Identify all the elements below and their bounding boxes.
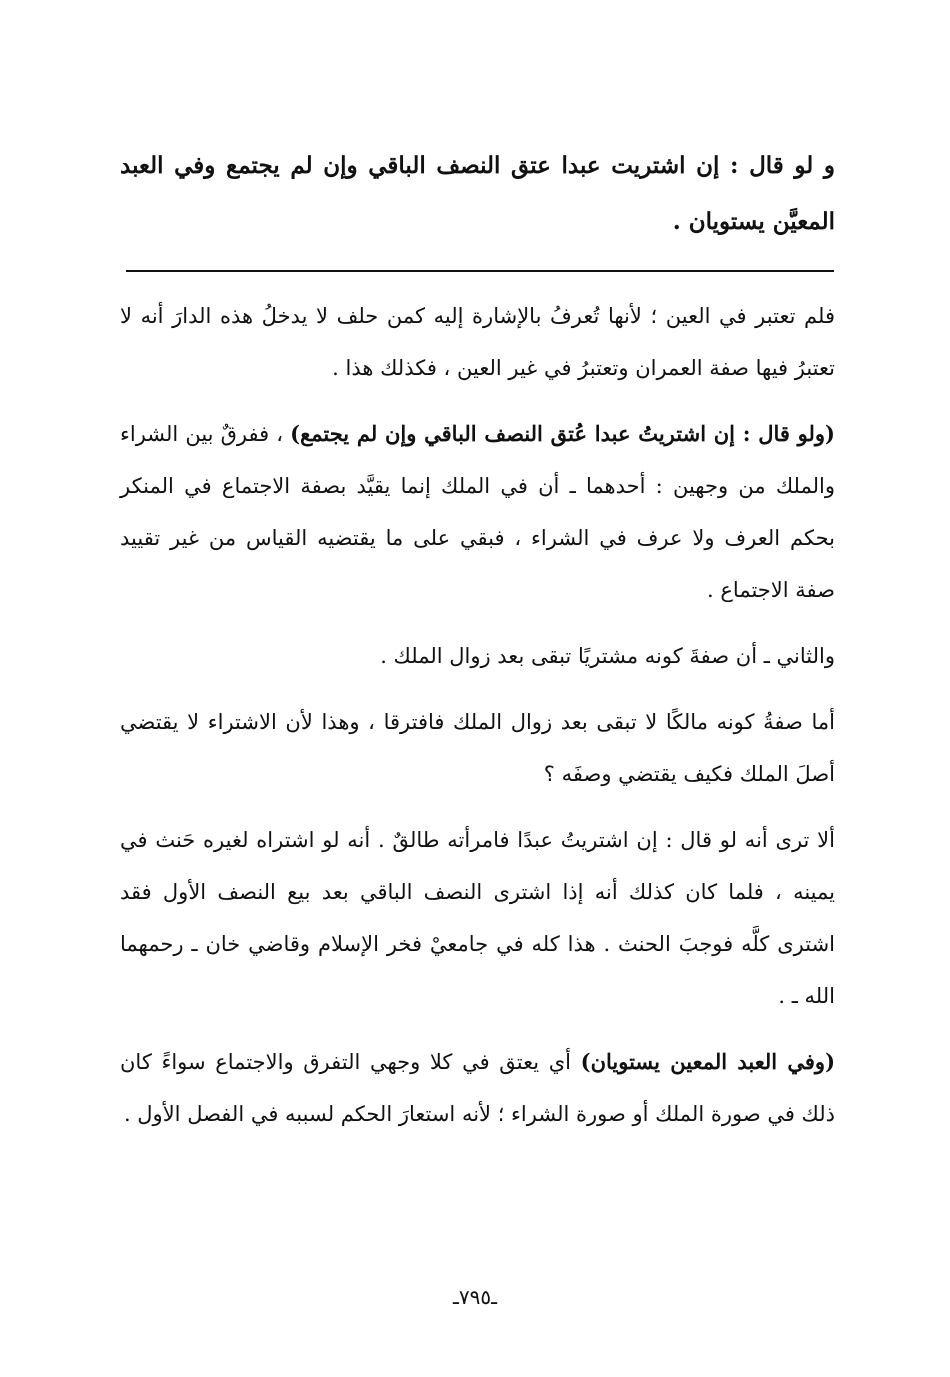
commentary bbox=[120, 290, 835, 1154]
commentary-paragraph-5: ألا ترى أنه لو قال : إن اشتريتُ عبدًا فامرأته طالقٌ . أنه لو اشتراه لغيره حَنث في يمينه ، فلما كان كذلك أنه إذا اشترى النصف الباقي بعد بيع النصف الأول فقد اشترى كلَّه فوجبَ الحنث . هذا كله في جامعيْ فخر الإسلام وقاضي خان ـ رحمهما الله ـ . bbox=[120, 828, 835, 1008]
commentary-paragraph-3: والثاني ـ أن صفةَ كونه مشتريًا تبقى بعد زوال الملك . bbox=[380, 644, 835, 668]
commentary-text-6: أي يعتق في كلا وجهي التفرق والاجتماع سواءً كان ذلك في صورة الملك أو صورة الشراء ؛ لأنه استعارَ الحكم لسببه في الفصل الأول . bbox=[120, 1050, 835, 1126]
page-number: ـ٧٩٥ـ bbox=[453, 1285, 497, 1309]
matn-text: و لو قال : إن اشتريت عبدا عتق النصف الباقي وإن لم يجتمع وفي العبد المعيَّن يستويان . bbox=[120, 152, 835, 235]
commentary-paragraph-2 bbox=[120, 408, 835, 616]
separator-rule bbox=[126, 270, 834, 272]
commentary-text-2: ، ففرقٌ بين الشراء والملك من وجهين : أحدهما ـ أن في الملك إنما يقيَّد بصفة الاجتماع في المنكر بحكم العرف ولا عرف في الشراء ، فبقي على ما يقتضيه القياس من غير تقييد صفة الاجتماع . bbox=[120, 422, 835, 602]
commentary-paragraph-4: أما صفةُ كونه مالكًا لا تبقى بعد زوال الملك فافترقا ، وهذا لأن الاشتراء لا يقتضي أصلَ الملك فكيف يقتضي وصفَه ؟ bbox=[120, 710, 835, 786]
quoted-matn-1: (ولو قال : إن اشتريتُ عبدا عُتق النصف الباقي وإن لم يجتمع) bbox=[290, 421, 835, 446]
commentary-paragraph-6 bbox=[120, 1036, 835, 1140]
commentary-paragraph-1: فلم تعتبر في العين ؛ لأنها تُعرفُ بالإشارة إليه كمن حلف لا يدخلُ هذه الدارَ أنه لا تعتبرُ فيها صفة العمران وتعتبرُ في غير العين ، فكذلك هذا . bbox=[120, 304, 835, 380]
quoted-matn-2: (وفي العبد المعين يستويان) bbox=[580, 1049, 836, 1074]
